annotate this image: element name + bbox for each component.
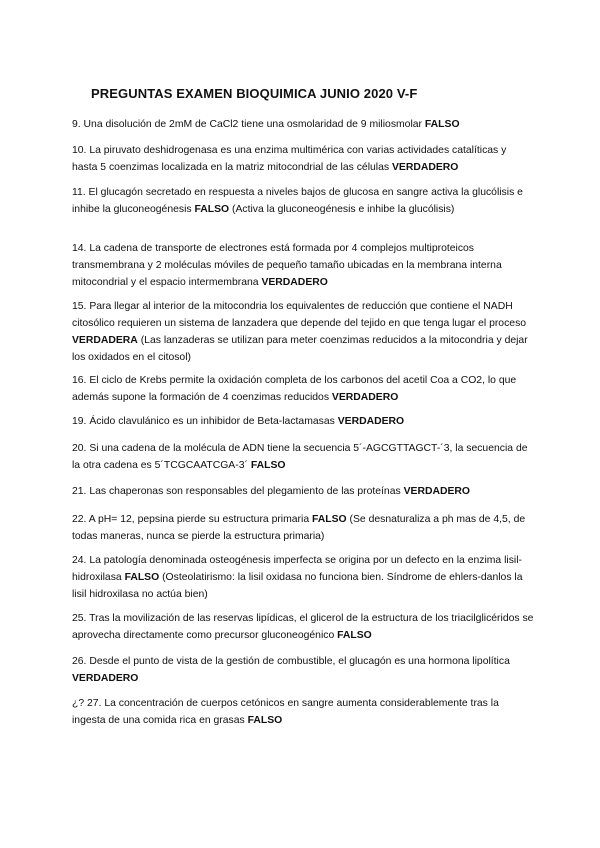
question-text: 10. La piruvato deshidrogenasa es una enzima multimérica con varias actividades catalíticas y hasta 5 coenzimas localizada en la matriz mitocondrial de las células bbox=[72, 145, 507, 173]
question-text: 15. Para llegar al interior de la mitocondria los equivalentes de reducción que contiene el NADH citosólico requieren un sistema de lanzadera que depende del tejido en que tenga lugar el proceso bbox=[72, 301, 527, 329]
answer: FALSO bbox=[250, 460, 286, 471]
answer: FALSO bbox=[247, 715, 283, 726]
question-26 bbox=[72, 653, 534, 687]
question-9 bbox=[72, 116, 534, 133]
question-15 bbox=[72, 298, 534, 366]
question-text: 14. La cadena de transporte de electrones está formada por 4 complejos multiproteicos transmembrana y 2 moléculas móviles de pequeño tamaño ubicadas en la membrana interna mitocondrial y el espacio intermembrana bbox=[72, 243, 502, 288]
question-11 bbox=[72, 184, 534, 218]
answer: FALSO bbox=[424, 119, 460, 130]
question-20 bbox=[72, 440, 534, 474]
answer: VERDADERO bbox=[403, 486, 470, 497]
answer: VERDADERO bbox=[331, 392, 399, 403]
question-22 bbox=[72, 511, 534, 545]
answer: FALSO bbox=[124, 572, 160, 583]
note: (Se desnaturaliza a ph mas de 4,5, de todas maneras, nunca se pierde la estructura primaria) bbox=[72, 514, 526, 542]
question-text: 9. Una disolución de 2mM de CaCl2 tiene una osmolaridad de 9 miliosmolar bbox=[72, 119, 425, 130]
question-24 bbox=[72, 552, 534, 603]
question-text: 11. El glucagón secretado en respuesta a niveles bajos de glucosa en sangre activa la glucólisis e inhibe la gluconeogénesis bbox=[72, 187, 523, 215]
answer: VERDADERO bbox=[337, 416, 405, 427]
question-10 bbox=[72, 142, 534, 176]
question-text: 25. Tras la movilización de las reservas lipídicas, el glicerol de la estructura de los triacilglicéridos se aprovecha directamente como precursor gluconeogénico bbox=[72, 613, 534, 641]
answer: VERDADERO bbox=[72, 673, 139, 684]
question-text: 26. Desde el punto de vista de la gestión de combustible, el glucagón es una hormona lipolítica bbox=[72, 656, 510, 667]
answer: FALSO bbox=[312, 514, 347, 525]
answer: VERDADERO bbox=[261, 277, 328, 288]
question-text: 20. Si una cadena de la molécula de ADN tiene la secuencia 5´-AGCGTTAGCT-´3, la secuencia de la otra cadena es 5´TCGCAATCGA-3´ bbox=[72, 443, 528, 471]
question-text: 22. A pH= 12, pepsina pierde su estructura primaria bbox=[72, 514, 312, 525]
page-title: PREGUNTAS EXAMEN BIOQUIMICA JUNIO 2020 V-F bbox=[91, 86, 418, 101]
question-27 bbox=[72, 695, 534, 729]
answer: FALSO bbox=[337, 630, 372, 641]
question-text: ¿? 27. La concentración de cuerpos cetónicos en sangre aumenta considerablemente tras la ingesta de una comida rica en grasas bbox=[72, 698, 499, 726]
question-text: 21. Las chaperonas son responsables del plegamiento de las proteínas bbox=[72, 486, 404, 497]
question-16 bbox=[72, 372, 534, 406]
question-text: 24. La patología denominada osteogénesis imperfecta se origina por un defecto en la enzima lisil-hidroxilasa bbox=[72, 555, 522, 583]
answer: FALSO bbox=[194, 204, 230, 215]
question-19 bbox=[72, 413, 534, 430]
answer: VERDADERO bbox=[391, 162, 459, 173]
question-text: 19. Ácido clavulánico es un inhibidor de Beta-lactamasas bbox=[72, 416, 338, 427]
question-14 bbox=[72, 240, 534, 291]
answer: VERDADERA bbox=[72, 335, 138, 346]
note: (Activa la gluconeogénesis e inhibe la glucólisis) bbox=[229, 204, 455, 215]
question-25 bbox=[72, 610, 534, 644]
note: (Las lanzaderas se utilizan para meter coenzimas reducidos a la mitocondria y dejar los oxidados en el citosol) bbox=[72, 335, 528, 363]
note: (Osteolatirismo: la lisil oxidasa no funciona bien. Síndrome de ehlers-danlos la lisil hidroxilasa no actúa bien) bbox=[72, 572, 523, 600]
question-text: 16. El ciclo de Krebs permite la oxidación completa de los carbonos del acetil Coa a CO2, lo que además supone la formación de 4 coenzimas reducidos bbox=[72, 375, 517, 403]
question-21 bbox=[72, 483, 534, 500]
